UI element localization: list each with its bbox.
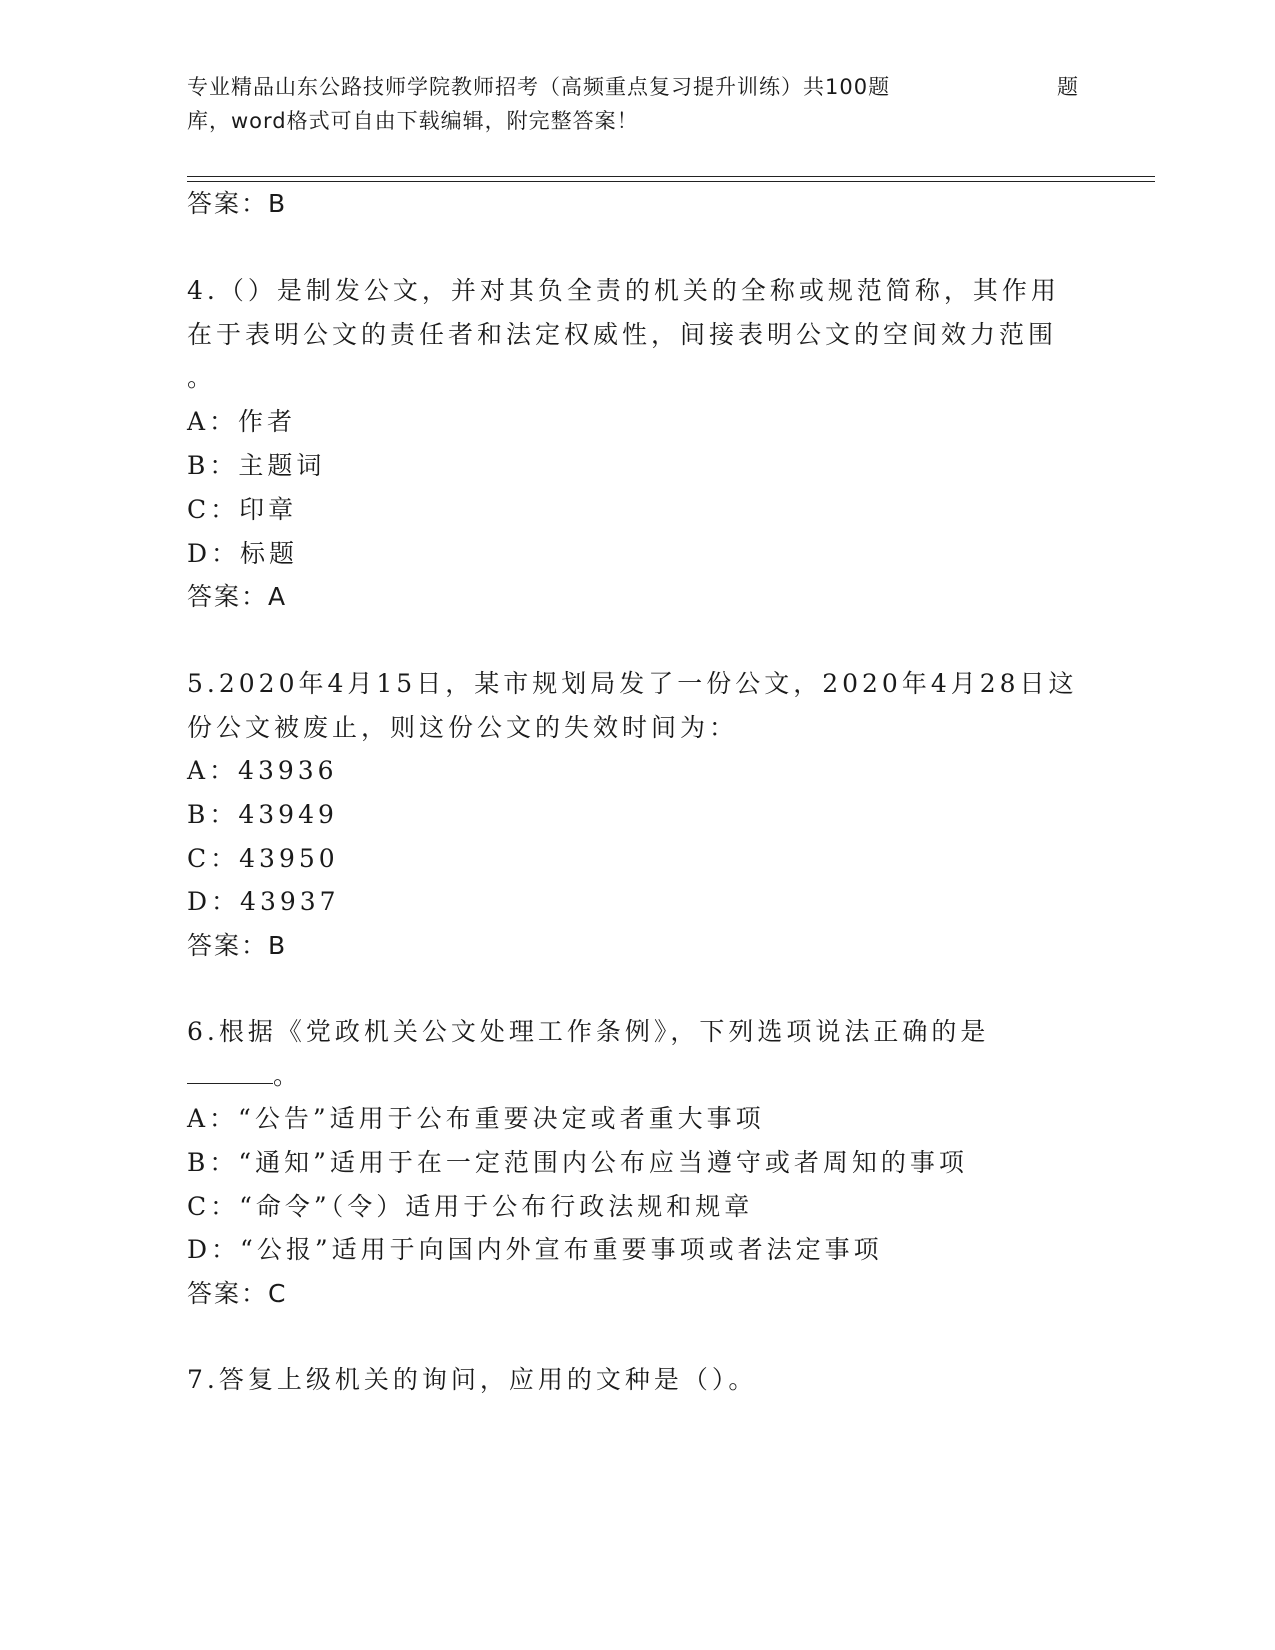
q5-option-a: A：43936 (187, 756, 338, 785)
q5-option-d: D：43937 (187, 887, 340, 916)
q6-option-a: A：“公告”适用于公布重要决定或者重大事项 (187, 1104, 765, 1133)
document-header (187, 70, 1087, 138)
q4-option-c: C：印章 (187, 495, 298, 524)
header-divider-top (187, 176, 1155, 177)
header-line-2: 库，word格式可自由下载编辑，附完整答案！ (187, 109, 639, 133)
q5-option-c: C：43950 (187, 844, 339, 873)
q4-stem-line-2: 在于表明公文的责任者和法定权威性，间接表明公文的空间效力范围 (187, 320, 1058, 349)
q5-stem-line-1: 5.2020年4月15日，某市规划局发了一份公文，2020年4月28日这 (187, 669, 1078, 698)
q4-stem-line-3: 。 (187, 363, 217, 392)
fill-in-blank (187, 1069, 273, 1084)
q6-stem-line-1: 6.根据《党政机关公文处理工作条例》，下列选项说法正确的是 (187, 1017, 990, 1046)
previous-answer: 答案：B (187, 189, 288, 218)
q5-stem-line-2: 份公文被废止，则这份公文的失效时间为： (187, 713, 739, 742)
q4-option-d: D：标题 (187, 539, 299, 568)
q6-option-c: C：“命令”（令）适用于公布行政法规和规章 (187, 1192, 754, 1221)
q5-option-b: B：43949 (187, 800, 338, 829)
q7-stem-line-1: 7.答复上级机关的询问，应用的文种是（）。 (187, 1365, 758, 1394)
q6-option-d: D：“公报”适用于向国内外宣布重要事项或者法定事项 (187, 1235, 883, 1264)
q4-option-b: B：主题词 (187, 451, 326, 480)
header-title-tail: 题 (1057, 75, 1079, 99)
q6-answer: 答案：C (187, 1279, 288, 1308)
q6-stem-line-2 (187, 1056, 302, 1092)
header-line-1 (187, 70, 1087, 104)
q4-stem-line-1: 4.（）是制发公文，并对其负全责的机关的全称或规范简称，其作用 (187, 276, 1060, 305)
q6-option-b: B：“通知”适用于在一定范围内公布应当遵守或者周知的事项 (187, 1148, 968, 1177)
q6-stem-suffix: 。 (273, 1061, 303, 1090)
q4-option-a: A：作者 (187, 407, 297, 436)
header-title-text: 专业精品山东公路技师学院教师招考（高频重点复习提升训练）共100题 (187, 75, 891, 99)
q5-answer: 答案：B (187, 931, 288, 960)
header-divider-bottom (187, 181, 1155, 182)
q4-answer: 答案：A (187, 582, 288, 611)
